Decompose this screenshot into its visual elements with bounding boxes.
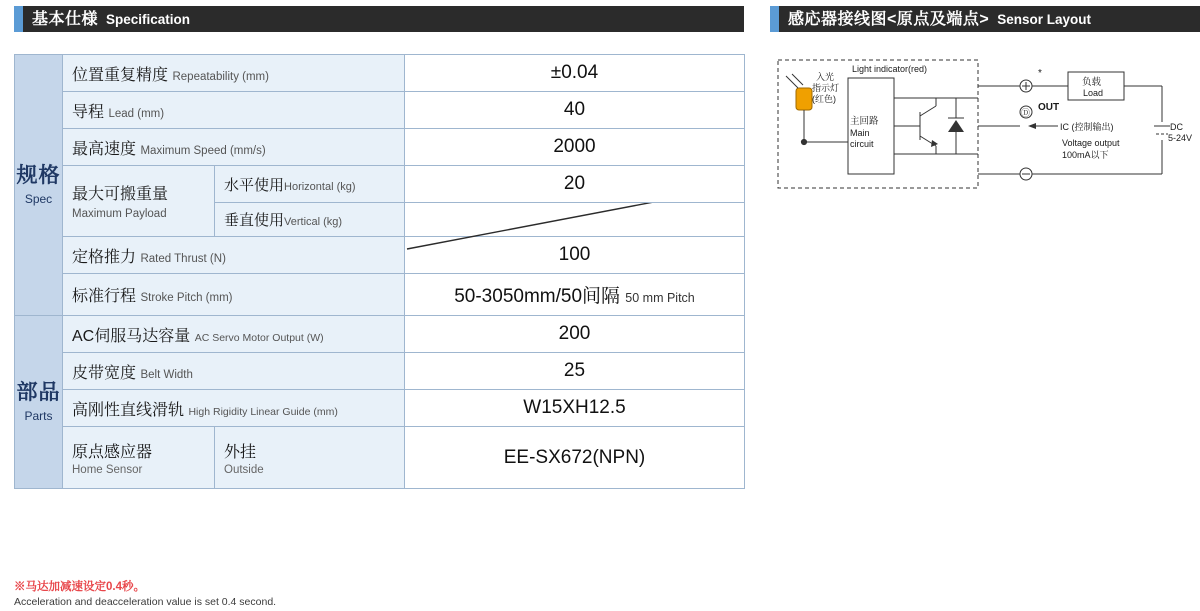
row-label-max-payload-en: Maximum Payload	[72, 207, 167, 220]
row-label-home-sensor-en: Home Sensor	[72, 464, 143, 476]
not-applicable-slash-icon	[405, 203, 745, 251]
group-label-spec-en: Spec	[24, 191, 53, 206]
light-indicator-cn-label: 入光	[816, 72, 835, 82]
table-row	[15, 55, 745, 92]
row-label-belt-width-en: Belt Width	[140, 368, 193, 381]
spec-header-title-en: Specification	[106, 12, 191, 27]
main-circuit-en2-label: circuit	[850, 139, 874, 149]
row-label-payload-horizontal	[215, 166, 405, 203]
row-label-max-speed-cn: 最高速度	[72, 140, 137, 158]
row-value-repeatability: ±0.04	[405, 55, 745, 92]
sensor-header-title-cn: 感応器接线图<原点及端点>	[788, 11, 990, 28]
row-label-repeatability-cn: 位置重复精度	[72, 66, 169, 84]
row-label-servo-output-cn: AC伺服马达容量	[72, 327, 191, 345]
spec-header-title-cn: 基本仕様	[32, 11, 99, 28]
dc-range-label: 5-24V	[1168, 133, 1193, 143]
row-label-stroke-pitch-en: Stroke Pitch (mm)	[140, 292, 233, 304]
group-label-spec-cn: 规格	[16, 164, 61, 188]
table-row	[15, 166, 745, 203]
ic-control-output-label: IC (控制输出)	[1060, 122, 1114, 132]
row-label-lead-cn: 导程	[72, 103, 105, 121]
group-label-parts-cn: 部品	[16, 381, 61, 405]
asterisk-label: *	[1038, 68, 1042, 79]
light-indicator-en-label: Light indicator(red)	[852, 64, 928, 74]
sensor-header-title-en: Sensor Layout	[997, 12, 1091, 27]
row-label-max-speed-en: Maximum Speed (mm/s)	[140, 144, 266, 157]
row-label-payload-horizontal-cn: 水平使用	[224, 176, 285, 194]
group-label-parts-en: Parts	[24, 408, 53, 423]
specification-table	[14, 54, 745, 489]
row-value-home-sensor: EE-SX672(NPN)	[405, 427, 745, 489]
row-label-rated-thrust-cn: 定格推力	[72, 248, 137, 266]
voltage-output-label: Voltage output	[1062, 138, 1120, 148]
spec-header-accent-bar	[14, 6, 23, 32]
spec-section-header	[14, 6, 744, 32]
row-label-repeatability-en: Repeatability (mm)	[172, 70, 269, 83]
main-circuit-cn-label: 主回路	[850, 116, 879, 127]
footnote	[14, 578, 276, 608]
row-label-lead	[63, 92, 405, 129]
load-en-label: Load	[1083, 88, 1104, 98]
row-label-max-payload-cn: 最大可搬重量	[72, 185, 169, 203]
row-label-stroke-pitch-cn: 标准行程	[72, 288, 137, 305]
row-label-home-sensor-outside-cn: 外挂	[224, 444, 257, 461]
row-value-lead: 40	[405, 92, 745, 129]
row-value-stroke-pitch-note: 50 mm Pitch	[625, 291, 695, 305]
row-label-home-sensor-outside	[215, 427, 405, 489]
dc-label: DC	[1170, 122, 1183, 132]
sensor-header-accent-bar	[770, 6, 779, 32]
row-label-payload-vertical	[215, 203, 405, 237]
group-label-spec	[15, 55, 63, 316]
row-label-servo-output	[63, 316, 405, 353]
footnote-line-1: ※马达加减速设定0.4秒。	[14, 581, 145, 593]
table-row	[15, 390, 745, 427]
row-value-payload-vertical	[405, 203, 745, 237]
footnote-line-2: Acceleration and deacceleration value is set 0.4 second.	[14, 596, 277, 608]
table-row	[15, 129, 745, 166]
light-indicator-cn3-label: (红色)	[812, 94, 836, 104]
row-label-belt-width	[63, 353, 405, 390]
terminal-d-label: Ⓓ	[1021, 108, 1031, 118]
row-label-linear-guide	[63, 390, 405, 427]
load-cn-label: 负载	[1082, 77, 1102, 88]
row-label-home-sensor-cn: 原点感应器	[72, 444, 153, 461]
light-indicator-cn2-label: 指示灯	[812, 83, 840, 93]
row-value-belt-width: 25	[405, 353, 745, 390]
row-label-lead-en: Lead (mm)	[108, 107, 165, 120]
row-value-servo-output: 200	[405, 316, 745, 353]
sensor-layout-diagram	[770, 50, 1200, 230]
table-row	[15, 316, 745, 353]
row-label-rated-thrust-en: Rated Thrust (N)	[140, 252, 226, 265]
row-value-linear-guide: W15XH12.5	[405, 390, 745, 427]
row-value-rated-thrust: 100	[405, 237, 745, 274]
table-row	[15, 274, 745, 316]
row-label-payload-vertical-en: Vertical (kg)	[284, 216, 343, 228]
row-value-stroke-pitch-main: 50-3050mm/50间隔	[454, 286, 621, 307]
row-value-max-speed: 2000	[405, 129, 745, 166]
current-limit-label: 100mA以下	[1062, 150, 1109, 160]
row-value-stroke-pitch	[405, 274, 745, 316]
row-label-stroke-pitch	[63, 274, 405, 316]
group-label-parts	[15, 316, 63, 489]
row-label-home-sensor	[63, 427, 215, 489]
row-label-rated-thrust	[63, 237, 405, 274]
sensor-section-header	[770, 6, 1200, 32]
out-terminal-label: OUT	[1038, 102, 1060, 113]
table-row	[15, 92, 745, 129]
row-label-linear-guide-cn: 高刚性直线滑轨	[72, 401, 185, 419]
row-label-linear-guide-en: High Rigidity Linear Guide (mm)	[188, 405, 338, 418]
table-row	[15, 427, 745, 489]
main-circuit-en1-label: Main	[850, 128, 870, 138]
row-label-max-payload	[63, 166, 215, 237]
row-label-payload-horizontal-en: Horizontal (kg)	[284, 180, 356, 193]
row-value-payload-horizontal: 20	[405, 166, 745, 203]
row-label-home-sensor-outside-en: Outside	[224, 464, 264, 476]
row-label-servo-output-en: AC Servo Motor Output (W)	[194, 331, 324, 344]
table-row	[15, 353, 745, 390]
row-label-repeatability	[63, 55, 405, 92]
row-label-belt-width-cn: 皮带宽度	[72, 364, 137, 382]
row-label-payload-vertical-cn: 垂直使用	[224, 212, 285, 229]
row-label-max-speed	[63, 129, 405, 166]
